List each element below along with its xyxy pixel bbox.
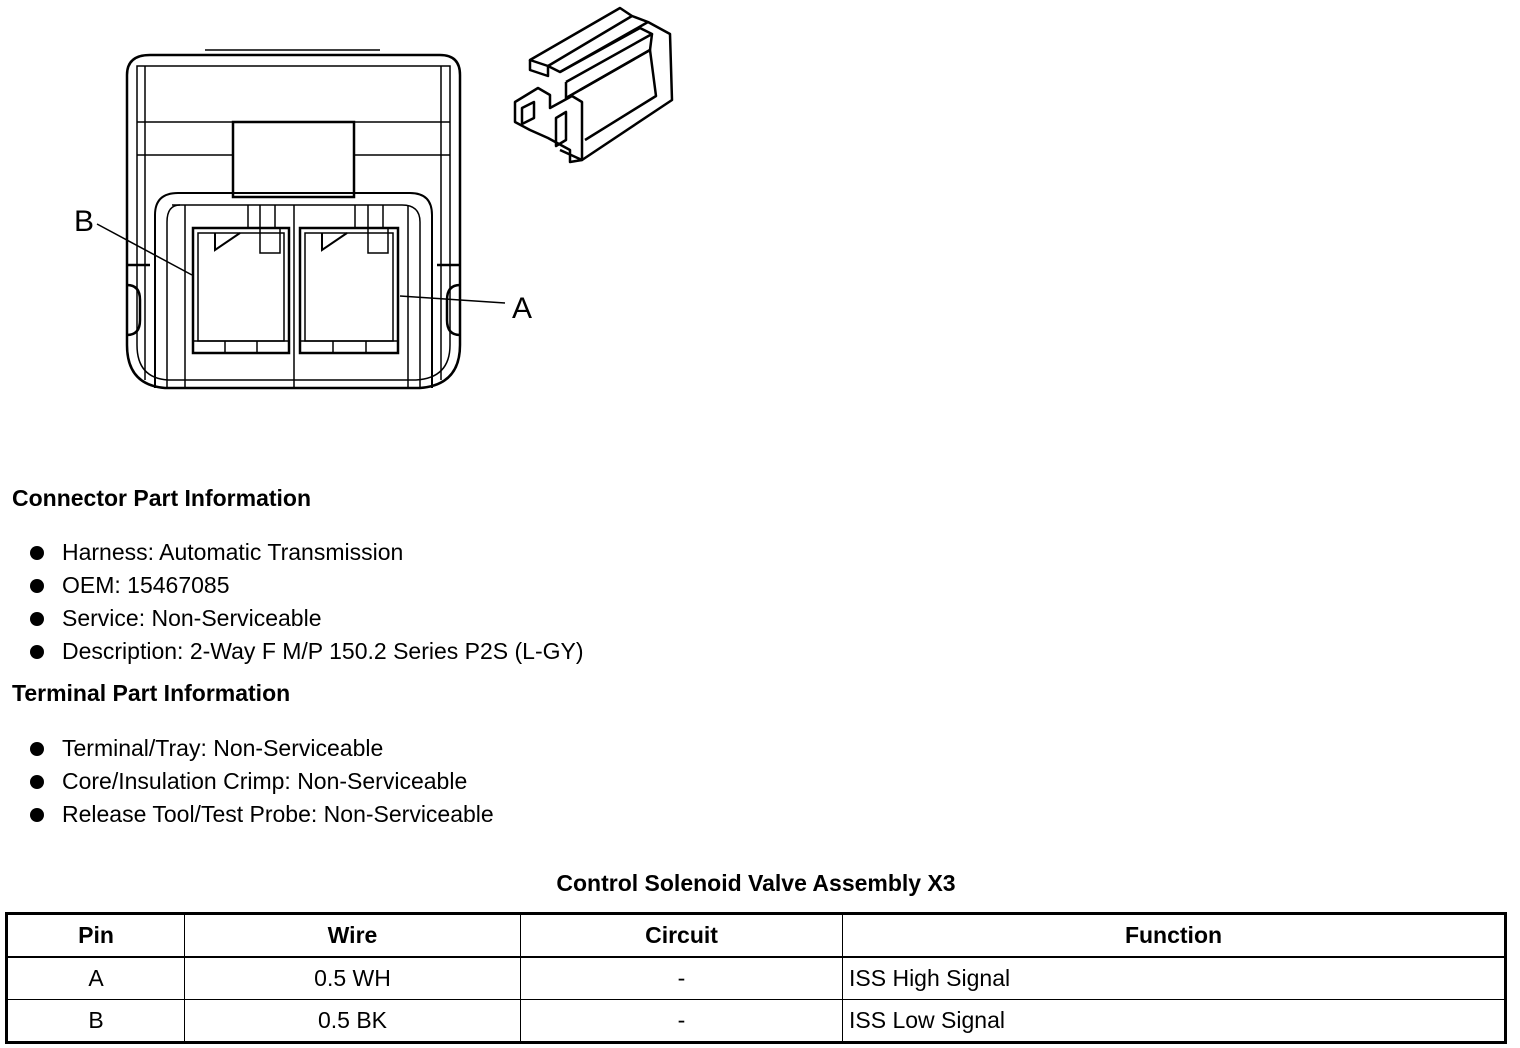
list-item: Core/Insulation Crimp: Non-Serviceable	[28, 765, 494, 798]
list-item: Harness: Automatic Transmission	[28, 536, 584, 569]
list-item: OEM: 15467085	[28, 569, 584, 602]
column-header-pin: Pin	[7, 914, 185, 958]
table-header-row	[7, 914, 1506, 958]
connector-info-heading: Connector Part Information	[12, 485, 312, 511]
terminal-info-heading: Terminal Part Information	[12, 680, 291, 706]
pin-label-b: B	[74, 205, 95, 238]
table-row	[7, 1000, 1506, 1043]
leader-line-a	[400, 296, 505, 303]
bullet-icon	[30, 742, 44, 756]
list-item: Terminal/Tray: Non-Serviceable	[28, 732, 494, 765]
bullet-icon	[30, 645, 44, 659]
bullet-icon	[30, 579, 44, 593]
connector-info-list	[28, 536, 584, 668]
column-header-function: Function	[843, 914, 1506, 958]
cell-wire: 0.5 WH	[185, 957, 521, 1000]
table-row	[7, 957, 1506, 1000]
connector-diagram	[0, 0, 700, 420]
pin-label-a: A	[512, 292, 533, 325]
cell-pin: A	[7, 957, 185, 1000]
bullet-icon	[30, 775, 44, 789]
column-header-circuit: Circuit	[521, 914, 843, 958]
table-title: Control Solenoid Valve Assembly X3	[556, 870, 956, 896]
cell-pin: B	[7, 1000, 185, 1043]
terminal-info-list	[28, 732, 494, 831]
cell-function: ISS Low Signal	[843, 1000, 1506, 1043]
connector-isometric-view	[515, 8, 672, 162]
column-header-wire: Wire	[185, 914, 521, 958]
cell-wire: 0.5 BK	[185, 1000, 521, 1043]
pin-table	[5, 912, 1507, 1044]
connector-face-view	[97, 50, 505, 388]
list-item: Service: Non-Serviceable	[28, 602, 584, 635]
bullet-icon	[30, 546, 44, 560]
bullet-icon	[30, 808, 44, 822]
list-item: Description: 2-Way F M/P 150.2 Series P2S (L-GY)	[28, 635, 584, 668]
cell-function: ISS High Signal	[843, 957, 1506, 1000]
cell-circuit: -	[521, 1000, 843, 1043]
list-item: Release Tool/Test Probe: Non-Serviceable	[28, 798, 494, 831]
cell-circuit: -	[521, 957, 843, 1000]
bullet-icon	[30, 612, 44, 626]
